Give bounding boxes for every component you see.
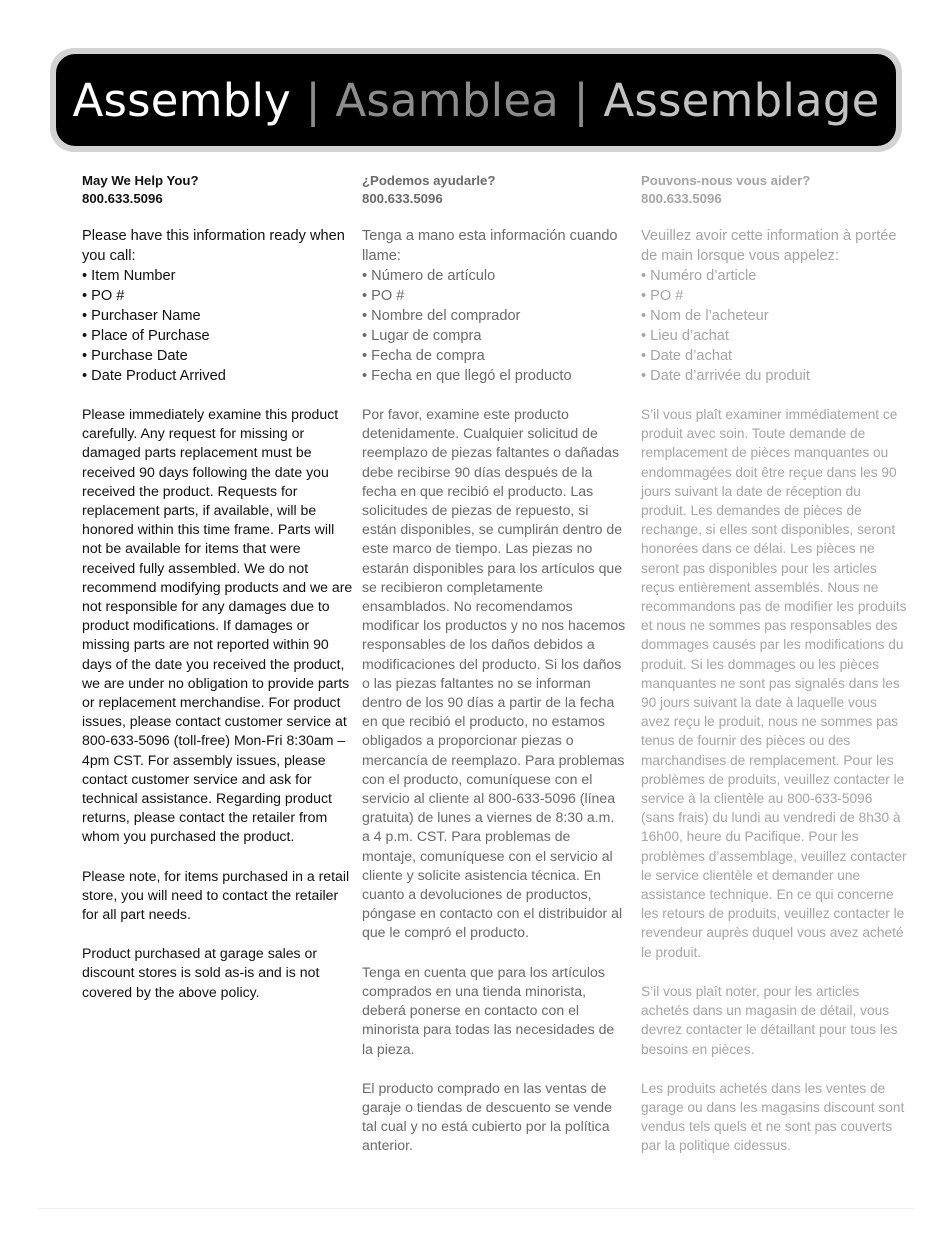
list-item: • Lieu d’achat <box>641 326 909 346</box>
help-phone: 800.633.5096 <box>362 191 443 206</box>
list-item: • Date d’arrivée du produit <box>641 366 909 386</box>
title-french: Assemblage <box>603 73 880 127</box>
title-separator-1: | <box>305 73 321 127</box>
title-separator-2: | <box>573 73 589 127</box>
list-item: • Nom de l’acheteur <box>641 306 909 326</box>
garage-sale-paragraph: El producto comprado en las ventas de garaje o tiendas de descuento se vende tal cual y no está cubierto por la política anterior. <box>362 1079 612 1154</box>
list-item: • Número de artículo <box>362 266 626 286</box>
title-banner <box>50 48 902 152</box>
list-item: • Purchase Date <box>82 346 354 366</box>
list-item: • Nombre del comprador <box>362 306 626 326</box>
list-item: • Fecha en que llegó el producto <box>362 366 626 386</box>
title-english: Assembly <box>72 73 291 127</box>
policy-paragraph: S’il vous plaît examiner immédiatement ce produit avec soin. Toute demande de remplacement de pièces manquantes ou endommagées doit être reçue dans les 90 jours suivant la date de réception du produit. Les demandes de pièces de rechange, si elles sont disponibles, seront honorées dans ce délai. Les pièces ne seront pas disponibles pour les articles reçus entièrement assemblés. Nous ne recommandons pas de modifier les produits et nous ne sommes pas responsables des dommages causés par les modifications du produit. Si les dommages ou les pièces manquantes ne sont pas signalés dans les 90 jours suivant la date à laquelle vous avez reçu le produit, nous ne sommes pas tenus de fournir des pièces ou des marchandises de remplacement. Pour les problèmes de produits, veuillez contacter le service à la clientèle au 800-633-5096 (sans frais) du lundi au vendredi de 8h30 à 16h00, heure du Pacifique. Pour les problèmes d’assemblage, veuillez contacter le service clientèle et demander une assistance technique. En ce qui concerne les retours de produits, veuillez contacter le revendeur auprès duquel vous avez acheté le produit. <box>641 407 907 960</box>
list-item: • PO # <box>82 286 354 306</box>
list-item: • Place of Purchase <box>82 326 354 346</box>
help-phone: 800.633.5096 <box>641 191 722 206</box>
info-intro: Please have this information ready when you call: <box>82 228 345 264</box>
list-item: • Date Product Arrived <box>82 366 354 386</box>
help-heading: Pouvons-nous vous aider? <box>641 173 811 188</box>
garage-sale-paragraph: Les produits achetés dans les ventes de garage ou dans les magasins discount sont vendus tels quels et ne sont pas couverts par la politique cidessus. <box>641 1080 905 1154</box>
policy-paragraph: Please immediately examine this product carefully. Any request for missing or damaged parts replacement must be received 90 days following the date you received the product. Requests for replacement parts, if available, will be honored within this time frame. Parts will not be available for items that were received fully assembled. We do not recommend modifying products and we are not responsible for any damages due to product modifications. If damages or missing parts are not reported within 90 days of the date you received the product, we are under no obligation to provide parts or replacement merchandise. For product issues, please contact customer service at 800-633-5096 (toll-free) Mon-Fri 8:30am – 4pm CST. For assembly issues, please contact customer service and ask for technical assistance. Regarding product returns, please contact the retailer from whom you purchased the product. <box>82 406 353 845</box>
info-list <box>641 266 909 386</box>
policy-paragraph: Por favor, examine este producto detenidamente. Cualquier solicitud de reemplazo de piezas faltantes o dañadas debe recibirse 90 días después de la fecha en que recibió el producto. Las solicitudes de piezas de repuesto, si están disponibles, se cumplirán dentro de este marco de tiempo. Las piezas no estarán disponibles para los artículos que se recibieron completamente ensamblados. No recomendamos modificar los productos y no nos hacemos responsables de los daños debidos a modificaciones del producto. Si los daños o las piezas faltantes no se informan dentro de los 90 días a partir de la fecha en que recibió el producto, no estamos obligados a proporcionar piezas o mercancía de reemplazo. Para problemas con el producto, comuníquese con el servicio al cliente al 800-633-5096 (línea gratuita) de lunes a viernes de 8:30 a.m. a 4 p.m. CST. Para problemas de montaje, comuníquese con el servicio al cliente y solicite asistencia técnica. En cuanto a devoluciones de productos, póngase en contacto con el distribuidor al que le compró el producto. <box>362 406 626 941</box>
help-phone: 800.633.5096 <box>82 191 163 206</box>
retail-note-paragraph: Tenga en cuenta que para los artículos comprados en una tienda minorista, deberá ponerse en contacto con el minorista para todas las necesidades de la pieza. <box>362 963 615 1057</box>
column-english <box>82 172 354 1002</box>
list-item: • Date d’achat <box>641 346 909 366</box>
list-item: • Fecha de compra <box>362 346 626 366</box>
column-spanish <box>362 172 626 1156</box>
list-item: • PO # <box>641 286 909 306</box>
garage-sale-paragraph: Product purchased at garage sales or discount stores is sold as-is and is not covered by the above policy. <box>82 945 320 1000</box>
info-intro: Veuillez avoir cette information à portée de main lorsque vous appelez: <box>641 228 897 264</box>
info-list <box>362 266 626 386</box>
list-item: • Numéro d’article <box>641 266 909 286</box>
list-item: • PO # <box>362 286 626 306</box>
help-heading: ¿Podemos ayudarle? <box>362 173 496 188</box>
list-item: • Purchaser Name <box>82 306 354 326</box>
page-title <box>72 73 880 127</box>
title-banner-inner <box>56 54 896 146</box>
list-item: • Lugar de compra <box>362 326 626 346</box>
column-french <box>641 172 909 1156</box>
retail-note-paragraph: S’il vous plaît noter, pour les articles achetés dans un magasin de détail, vous devrez contacter le détaillant pour tous les besoins en pièces. <box>641 983 898 1057</box>
title-spanish: Asamblea <box>335 73 559 127</box>
footer-divider <box>38 1208 914 1209</box>
help-heading: May We Help You? <box>82 173 199 188</box>
list-item: • Item Number <box>82 266 354 286</box>
retail-note-paragraph: Please note, for items purchased in a retail store, you will need to contact the retailer for all part needs. <box>82 867 350 923</box>
info-intro: Tenga a mano esta información cuando llame: <box>362 228 618 264</box>
info-list <box>82 266 354 386</box>
